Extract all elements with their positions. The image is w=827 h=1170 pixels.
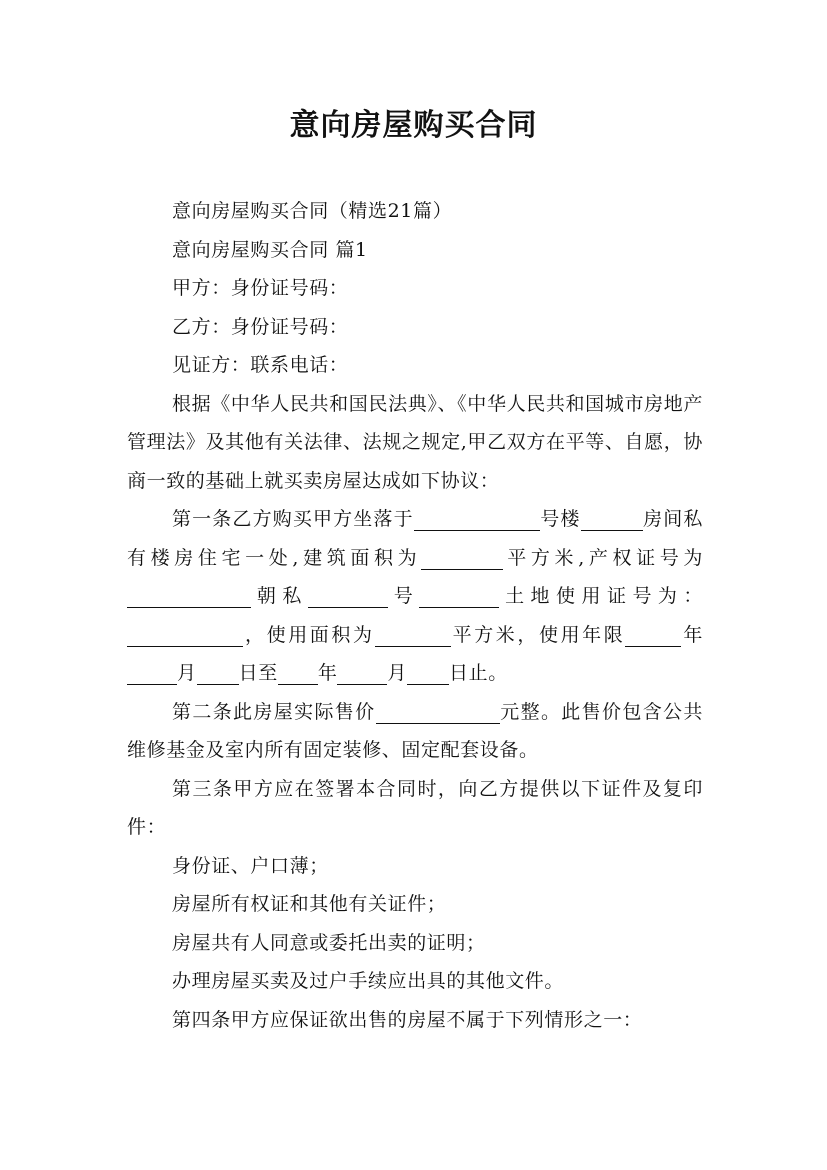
land-cert-blank	[127, 622, 243, 647]
building-location-blank	[414, 506, 540, 531]
end-day-blank	[407, 660, 449, 685]
article-1-text: 日止。	[449, 662, 508, 684]
article-2-text: 第二条此房屋实际售价	[172, 700, 376, 723]
building-area-blank	[421, 545, 503, 570]
article-1-text: 月	[387, 662, 408, 684]
number-blank	[419, 583, 499, 608]
section-heading: 意向房屋购买合同 篇1	[172, 238, 368, 261]
article-1-text: 朝私	[251, 585, 308, 607]
party-a-line: 甲方：身份证号码：	[172, 277, 349, 299]
article-1-text: 月	[177, 662, 197, 684]
end-year-blank	[278, 660, 318, 685]
article-1-text: 号楼	[539, 508, 581, 530]
page-title: 意向房屋购买合同	[289, 108, 538, 143]
article-1-text: 号	[387, 585, 420, 607]
article-1-text: 第一条乙方购买甲方坐落于	[172, 508, 414, 530]
building-number-blank	[581, 506, 643, 531]
chaosi-number-blank	[308, 583, 388, 608]
article-1-text: 年	[681, 623, 703, 646]
witness-line: 见证方：联系电话：	[172, 354, 349, 376]
article-2-paragraph	[127, 693, 703, 770]
article-1-text: 平方米，使用年限	[450, 623, 626, 646]
article-1-text: 房间私有楼房住宅一处,建筑面积为	[127, 508, 704, 569]
article-4-paragraph: 第四条甲方应保证欲出售的房屋不属于下列情形之一：	[172, 1008, 643, 1031]
list-item: 身份证、户口薄；	[172, 854, 329, 877]
article-1-paragraph	[127, 500, 703, 693]
usable-area-blank	[375, 622, 451, 647]
article-1-text: 平方米,产权证号为	[503, 546, 703, 569]
article-2-text: 元整。此售价包含公共维修基金及室内所有固定装修、固定配套设备。	[127, 700, 703, 761]
price-blank	[376, 699, 500, 724]
start-month-blank	[127, 660, 177, 685]
preamble-paragraph: 根据《中华人民共和国民法典》、《中华人民共和国城市房地产管理法》及其他有关法律、法规之规定,甲乙双方在平等、自愿，协商一致的基础上就买卖房屋达成如下协议：	[127, 392, 703, 492]
property-cert-blank	[127, 583, 251, 608]
end-month-blank	[337, 660, 387, 685]
article-1-text: 土地使用证号为：	[499, 585, 703, 607]
start-year-blank	[625, 622, 681, 647]
start-day-blank	[197, 660, 239, 685]
list-item: 房屋所有权证和其他有关证件；	[172, 893, 447, 915]
list-item: 房屋共有人同意或委托出卖的证明；	[172, 931, 486, 954]
article-1-text: ，使用面积为	[243, 623, 375, 646]
list-item: 办理房屋买卖及过户手续应出具的其他文件。	[172, 970, 565, 992]
article-1-text: 日至	[238, 662, 278, 684]
article-1-text: 年	[317, 662, 338, 684]
party-b-line: 乙方：身份证号码：	[172, 315, 349, 338]
article-3-paragraph: 第三条甲方应在签署本合同时，向乙方提供以下证件及复印件：	[127, 777, 703, 838]
subtitle-line: 意向房屋购买合同（精选21篇）	[172, 200, 453, 222]
document-body	[127, 192, 703, 1039]
